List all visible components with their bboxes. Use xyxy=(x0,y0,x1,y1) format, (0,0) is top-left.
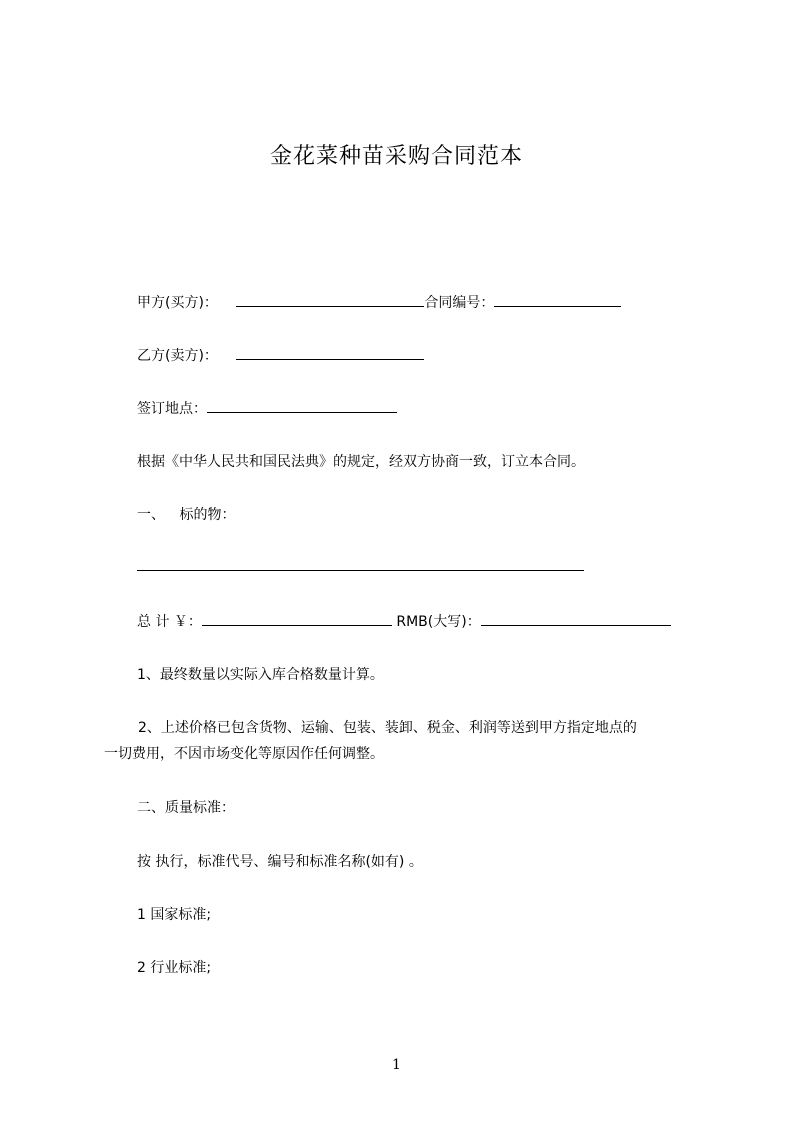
section-2-heading: 二、质量标准： xyxy=(137,800,235,816)
intro-paragraph: 根据《中华人民共和国民法典》的规定，经双方协商一致，订立本合同。 xyxy=(137,454,585,470)
party-a-blank xyxy=(236,292,424,307)
sign-place-blank xyxy=(207,398,397,413)
party-a-label: 甲方(买方)： xyxy=(137,295,218,311)
rmb-amount-blank xyxy=(481,611,671,626)
page-number: 1 xyxy=(392,1057,401,1073)
party-b-label: 乙方(卖方)： xyxy=(137,348,218,364)
total-label: 总 计 ￥： xyxy=(137,614,202,630)
total-line xyxy=(137,611,671,632)
rmb-label: RMB(大写)： xyxy=(396,614,481,630)
sign-place-line xyxy=(137,398,397,419)
sign-place-label: 签订地点： xyxy=(137,401,207,417)
quality-item-1: 1 国家标准; xyxy=(137,907,212,923)
contract-no-label: 合同编号： xyxy=(424,295,495,311)
subject-matter-line xyxy=(137,556,584,577)
section-1-number: 一、 xyxy=(137,507,165,523)
section-1-heading xyxy=(137,505,235,525)
party-b-line xyxy=(137,345,424,366)
section-1-title: 标的物： xyxy=(179,507,236,523)
clause-1: 1、最终数量以实际入库合格数量计算。 xyxy=(137,667,384,683)
document-title: 金花菜种苗采购合同范本 xyxy=(269,144,523,169)
total-amount-blank xyxy=(202,611,392,626)
subject-matter-blank xyxy=(137,556,584,571)
quality-item-2: 2 行业标准; xyxy=(137,960,212,976)
party-b-blank xyxy=(236,345,424,360)
contract-no-blank xyxy=(494,292,621,307)
quality-intro: 按 执行，标准代号、编号和标准名称(如有) 。 xyxy=(137,854,423,870)
party-a-line xyxy=(137,292,621,313)
clause-2-line-2: 一切费用，不因市场变化等原因作任何调整。 xyxy=(104,746,384,762)
clause-2-line-1: 2、上述价格已包含货物、运输、包装、装卸、税金、利润等送到甲方指定地点的 xyxy=(138,720,637,736)
